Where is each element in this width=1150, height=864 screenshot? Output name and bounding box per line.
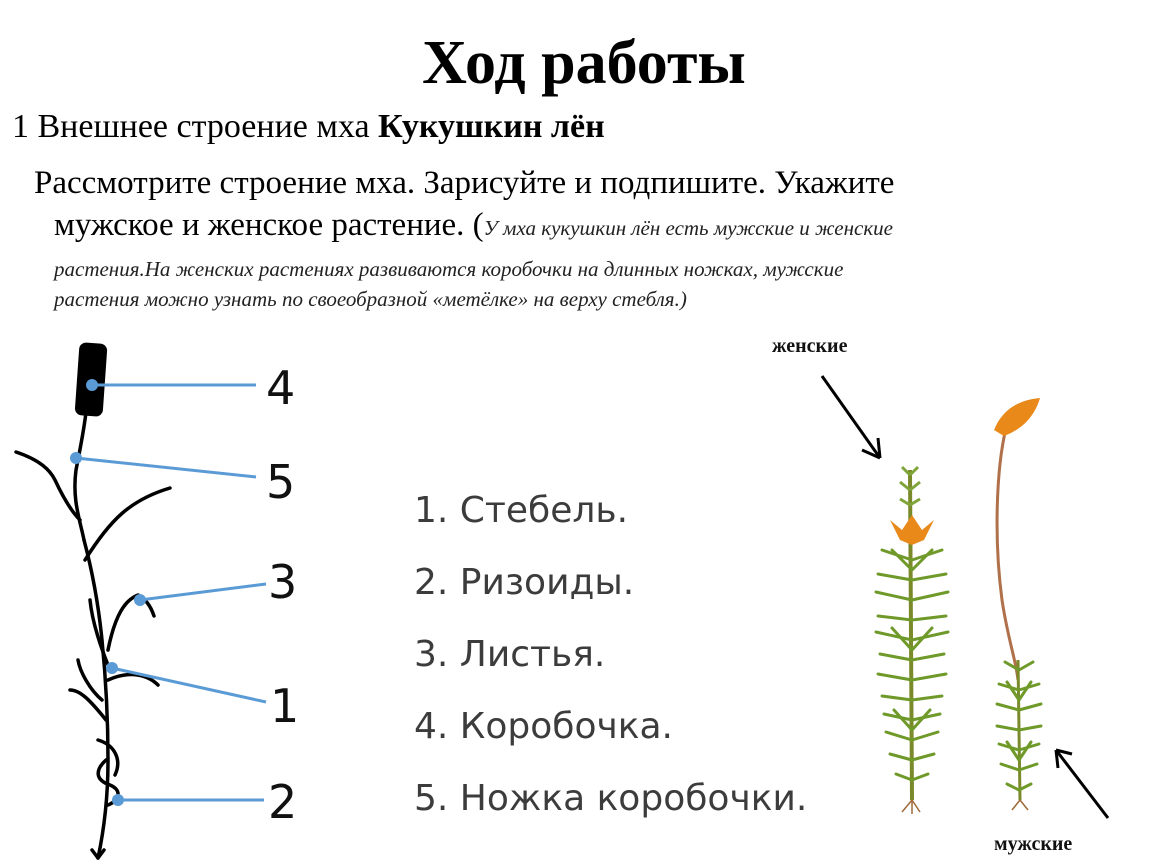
pointer-lines (76, 385, 266, 800)
leaf-mid-right (108, 595, 154, 650)
male-arrow (1056, 750, 1108, 818)
note-line-2: растения можно узнать по своеобразной «метёлке» на верху стебля.) (54, 287, 687, 311)
subtitle-bold: Кукушкин лён (378, 108, 605, 145)
right-leaf-top (85, 488, 170, 560)
female-label: женские (772, 335, 848, 357)
task-line-2-text: мужское и женское растение. ( (54, 207, 484, 243)
male-label: мужские (994, 833, 1073, 855)
moss-schematic (16, 412, 170, 858)
male-plant (994, 398, 1041, 810)
diagram-number-3: 3 (268, 555, 298, 609)
legend-item-stem: 1. Стебель. (414, 490, 629, 531)
diagram-number-4: 4 (266, 361, 296, 415)
legend-item-capsule-stalk: 5. Ножка коробочки. (414, 778, 808, 819)
note-inline: У мха кукушкин лён есть мужские и женские (483, 216, 893, 240)
legend-list (414, 480, 807, 840)
diagram-number-5: 5 (266, 455, 296, 509)
female-arrow (822, 376, 880, 458)
diagram-number-2: 2 (268, 775, 298, 829)
leaf-bottom-left (70, 690, 106, 720)
subtitle-prefix: 1 Внешнее строение мха (12, 108, 379, 145)
female-plant (876, 467, 948, 814)
legend-item-capsule: 4. Коробочка. (414, 706, 673, 747)
note-line-1: растения.На женских растениях развиваются коробочки на длинных ножках, мужские (54, 257, 844, 281)
task-line-1: Рассмотрите строение мха. Зарисуйте и подпишите. Укажите (34, 165, 895, 201)
legend-item-rhizoids: 2. Ризоиды. (414, 562, 635, 603)
page-title: Ход работы (422, 29, 746, 97)
legend-item-leaves: 3. Листья. (414, 634, 606, 675)
diagram-number-1: 1 (270, 679, 300, 733)
left-leaf-top (16, 452, 80, 520)
